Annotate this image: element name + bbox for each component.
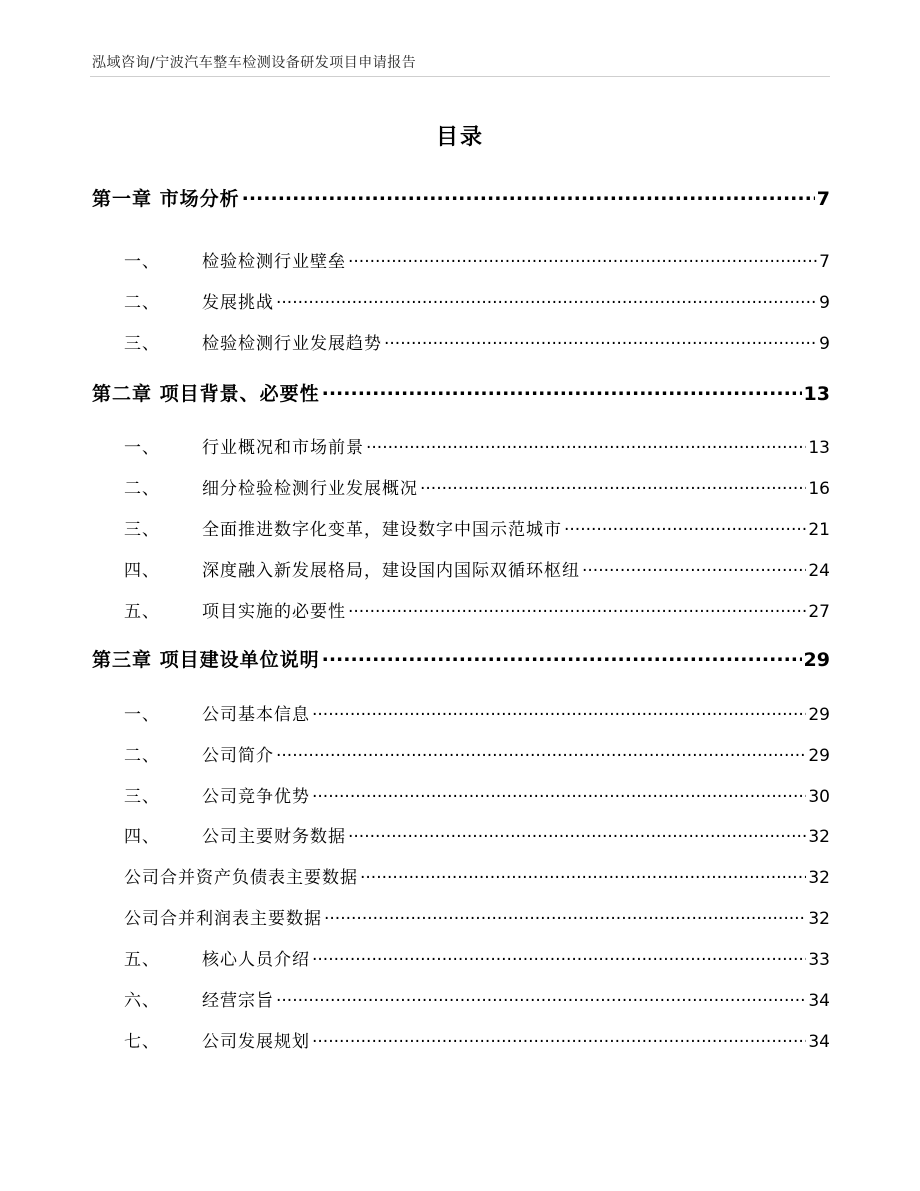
toc-section-label: 细分检验检测行业发展概况	[202, 479, 418, 499]
toc-page-number: 30	[808, 787, 830, 807]
toc-page-number: 32	[808, 909, 830, 929]
toc-section-label: 公司发展规划	[202, 1032, 310, 1052]
toc-section-number: 三、	[124, 520, 160, 540]
toc-section-3-1[interactable]	[92, 700, 830, 725]
dot-leader	[312, 1030, 806, 1047]
dot-leader	[348, 250, 817, 267]
toc-section-number: 四、	[124, 827, 160, 847]
page-title: 目录	[435, 125, 484, 150]
toc-section-label: 行业概况和市场前景	[202, 438, 364, 458]
toc-section-number: 一、	[124, 705, 160, 725]
toc-section-2-5[interactable]	[92, 597, 830, 622]
toc-chapter-label: 第三章 项目建设单位说明	[92, 649, 320, 671]
toc-section-label: 经营宗旨	[202, 991, 274, 1011]
toc-page-number: 9	[819, 293, 830, 313]
toc-page-number: 21	[808, 520, 830, 540]
toc-section-label: 公司主要财务数据	[202, 827, 346, 847]
toc-section-number: 二、	[124, 479, 160, 499]
toc-section-2-4[interactable]	[92, 556, 830, 581]
toc-section-3-2[interactable]	[92, 741, 830, 766]
toc-page-number: 29	[808, 705, 830, 725]
dot-leader	[324, 907, 806, 924]
toc-section-number: 三、	[124, 334, 160, 354]
toc-section-number: 一、	[124, 252, 160, 272]
toc-page-number: 13	[808, 438, 830, 458]
toc-section-number: 二、	[124, 293, 160, 313]
toc-section-label: 项目实施的必要性	[202, 602, 346, 622]
toc-page-number: 7	[816, 188, 830, 210]
toc-section-number: 五、	[124, 950, 160, 970]
toc-chapter-label: 第二章 项目背景、必要性	[92, 383, 320, 405]
toc-chapter-3[interactable]	[92, 645, 830, 672]
dot-leader	[420, 477, 806, 494]
toc-section-2-2[interactable]	[92, 474, 830, 499]
toc-section-label: 全面推进数字化变革，建设数字中国示范城市	[202, 520, 562, 540]
toc-section-3-3[interactable]	[92, 782, 830, 807]
toc-section-label: 检验检测行业壁垒	[202, 252, 346, 272]
toc-section-1-3[interactable]	[92, 329, 830, 354]
dot-leader	[242, 186, 815, 205]
toc-section-number: 二、	[124, 746, 160, 766]
toc-page-number: 16	[808, 479, 830, 499]
toc-section-3-6[interactable]	[92, 986, 830, 1011]
dot-leader	[360, 866, 806, 883]
toc-section-number: 四、	[124, 561, 160, 581]
dot-leader	[276, 989, 806, 1006]
toc-page-number: 32	[808, 827, 830, 847]
toc-section-number: 六、	[124, 991, 160, 1011]
dot-leader	[276, 291, 817, 308]
dot-leader	[322, 647, 802, 666]
running-header: 泓域咨询/宁波汽车整车检测设备研发项目申请报告	[92, 55, 417, 71]
dot-leader	[366, 436, 806, 453]
toc-section-number: 五、	[124, 602, 160, 622]
toc-page-number: 24	[808, 561, 830, 581]
toc-page-number: 7	[819, 252, 830, 272]
toc-page-number: 34	[808, 991, 830, 1011]
toc-section-1-1[interactable]	[92, 247, 830, 272]
toc-section-3-5[interactable]	[92, 945, 830, 970]
toc-page-number: 9	[819, 334, 830, 354]
toc-subsection-balance-sheet[interactable]	[92, 863, 830, 888]
toc-subsection-label: 公司合并利润表主要数据	[124, 909, 322, 929]
toc-page-number: 34	[808, 1032, 830, 1052]
toc-section-3-7[interactable]	[92, 1027, 830, 1052]
toc-section-label: 核心人员介绍	[202, 950, 310, 970]
toc-page-number: 33	[808, 950, 830, 970]
toc-section-label: 深度融入新发展格局，建设国内国际双循环枢纽	[202, 561, 580, 581]
toc-section-number: 一、	[124, 438, 160, 458]
toc-page-number: 13	[803, 383, 830, 405]
toc-page-number: 29	[803, 649, 830, 671]
toc-page-number: 29	[808, 746, 830, 766]
dot-leader	[348, 600, 806, 617]
dot-leader	[582, 559, 806, 576]
toc-section-label: 公司基本信息	[202, 705, 310, 725]
dot-leader	[312, 948, 806, 965]
toc-section-label: 检验检测行业发展趋势	[202, 334, 382, 354]
dot-leader	[312, 703, 806, 720]
toc-chapter-2[interactable]	[92, 379, 830, 406]
toc-section-number: 七、	[124, 1032, 160, 1052]
toc-section-number: 三、	[124, 787, 160, 807]
toc-subsection-income-statement[interactable]	[92, 904, 830, 929]
toc-chapter-1[interactable]	[92, 184, 830, 211]
toc-page-number: 27	[808, 602, 830, 622]
toc-section-1-2[interactable]	[92, 288, 830, 313]
dot-leader	[348, 825, 806, 842]
dot-leader	[564, 518, 806, 535]
dot-leader	[322, 381, 802, 400]
toc-subsection-label: 公司合并资产负债表主要数据	[124, 868, 358, 888]
toc-section-2-3[interactable]	[92, 515, 830, 540]
dot-leader	[312, 785, 806, 802]
toc-page-number: 32	[808, 868, 830, 888]
toc-section-label: 公司竞争优势	[202, 787, 310, 807]
toc-chapter-label: 第一章 市场分析	[92, 188, 240, 210]
toc-section-label: 发展挑战	[202, 293, 274, 313]
toc-section-3-4[interactable]	[92, 822, 830, 847]
dot-leader	[384, 332, 817, 349]
dot-leader	[276, 744, 806, 761]
toc-section-label: 公司简介	[202, 746, 274, 766]
toc-section-2-1[interactable]	[92, 433, 830, 458]
header-divider	[90, 76, 830, 77]
